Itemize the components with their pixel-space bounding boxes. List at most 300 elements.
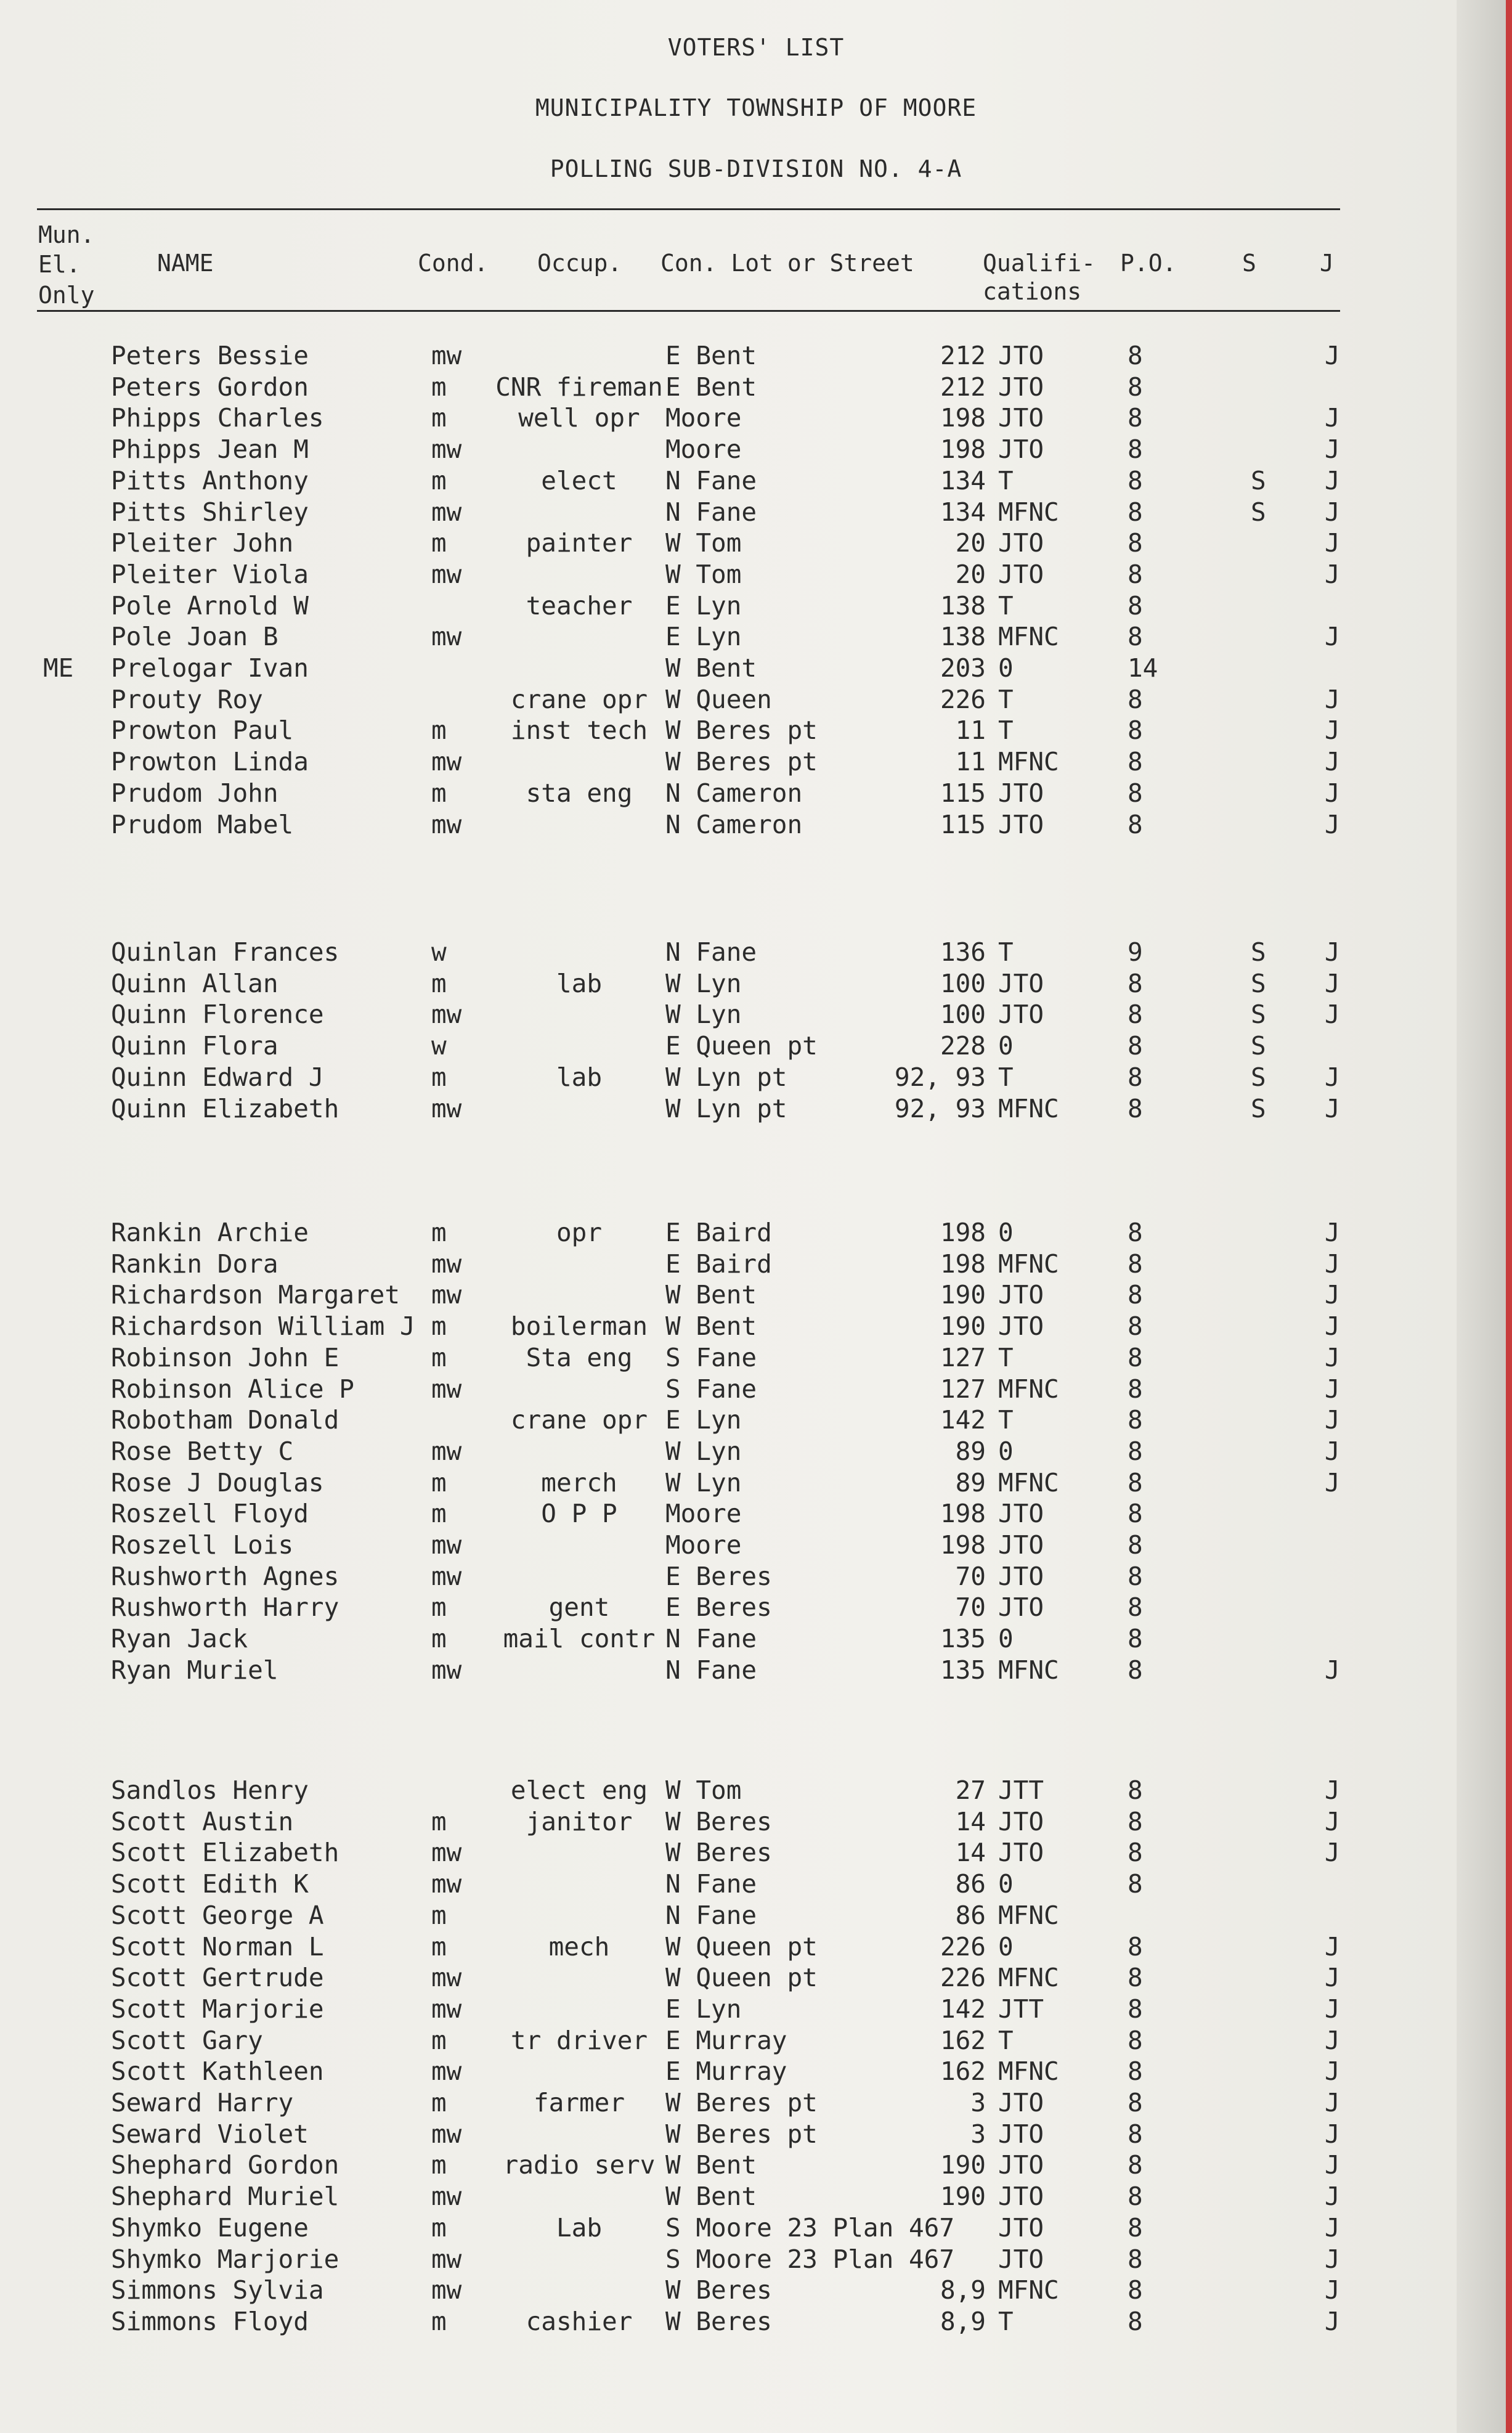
cell-lot: 162: [940, 2056, 986, 2087]
cell-con: E Lyn: [665, 1405, 742, 1435]
cell-cond: m: [431, 372, 447, 402]
cell-con: E Murray: [665, 2056, 787, 2087]
cell-cond: m: [431, 715, 447, 746]
cell-j: J: [1325, 497, 1340, 527]
cell-lot: 198: [940, 1499, 986, 1529]
cell-qual: JTO: [998, 528, 1044, 558]
table-row: [0, 809, 1417, 840]
cell-con: N Cameron: [665, 809, 803, 839]
cell-j: J: [1325, 1218, 1340, 1247]
cell-qual: MFNC: [998, 1249, 1059, 1279]
cell-j: J: [1325, 1311, 1340, 1342]
col-occup: Occup.: [537, 250, 622, 277]
cell-con: W Beres pt: [665, 2088, 818, 2117]
cell-po: 8: [1128, 809, 1143, 839]
cell-lot: 89: [955, 1436, 986, 1466]
cell-j: J: [1325, 1994, 1340, 2024]
col-con: Con. Lot or Street: [660, 250, 914, 277]
cell-qual: JTO: [998, 2182, 1044, 2212]
cell-j: J: [1325, 1405, 1340, 1435]
table-row: [0, 684, 1417, 715]
cell-lot: 92, 93: [894, 1062, 986, 1092]
cell-con: W Queen pt: [665, 1963, 818, 1993]
cell-qual: JTO: [998, 2088, 1044, 2117]
cell-lot: 142: [940, 1994, 986, 2024]
cell-qual: JTO: [998, 341, 1044, 370]
cell-lot: 89: [955, 1467, 986, 1498]
cell-j: J: [1325, 622, 1340, 652]
cell-po: 8: [1128, 1405, 1143, 1435]
cell-j: J: [1325, 2025, 1340, 2055]
cell-lot: 226: [940, 1963, 986, 1993]
cell-s: S: [1251, 1031, 1266, 1061]
cell-lot: 27: [955, 1775, 986, 1805]
cell-occ: CNR fireman: [495, 372, 663, 402]
cell-j: J: [1325, 341, 1340, 370]
cell-con: N Fane: [665, 1624, 757, 1654]
cell-j: J: [1325, 1062, 1340, 1092]
cell-name: Rose Betty C: [111, 1436, 294, 1466]
cell-j: J: [1325, 1249, 1340, 1279]
cell-qual: JTT: [998, 1775, 1044, 1805]
cell-lot: 14: [955, 1838, 986, 1868]
cell-po: 8: [1128, 1436, 1143, 1466]
cell-lot: 190: [940, 1280, 986, 1310]
table-row: [0, 778, 1417, 809]
cell-s: S: [1251, 497, 1266, 527]
cell-po: 8: [1128, 1374, 1143, 1404]
cell-occ: opr: [556, 1218, 603, 1247]
cell-con: E Murray: [665, 2025, 787, 2055]
table-row: [0, 2244, 1417, 2275]
cell-name: Pole Arnold W: [111, 590, 309, 621]
cell-occ: Lab: [556, 2212, 603, 2243]
table-row: [0, 2275, 1417, 2305]
cell-j: J: [1325, 1806, 1340, 1836]
cell-cond: w: [431, 937, 447, 967]
cell-lot: 115: [940, 809, 986, 839]
cell-name: Prowton Paul: [111, 715, 294, 746]
table-row: [0, 1806, 1417, 1837]
cell-j: J: [1325, 1374, 1340, 1404]
cell-po: 8: [1128, 2212, 1143, 2243]
division-line: POLLING SUB-DIVISION NO. 4-A: [550, 155, 962, 182]
cell-occ: elect: [541, 465, 617, 495]
cell-qual: JTO: [998, 403, 1044, 433]
cell-po: 8: [1128, 1624, 1143, 1654]
cell-con: W Lyn: [665, 968, 742, 998]
cell-occ: inst tech: [510, 715, 648, 746]
cell-qual: JTO: [998, 1000, 1044, 1030]
cell-qual: JTT: [998, 1994, 1044, 2024]
cell-j: J: [1325, 2244, 1340, 2274]
cell-po: 8: [1128, 715, 1143, 746]
cell-lot: 136: [940, 937, 986, 967]
cell-j: J: [1325, 2306, 1340, 2336]
cell-s: S: [1251, 1093, 1266, 1123]
cell-name: Shephard Muriel: [111, 2182, 339, 2212]
cell-name: Pleiter Viola: [111, 559, 309, 589]
cell-occ: sta eng: [526, 778, 633, 808]
cell-cond: mw: [431, 2119, 462, 2149]
cell-name: Peters Bessie: [111, 341, 309, 370]
cell-po: 8: [1128, 2088, 1143, 2117]
cell-con: W Beres: [665, 2275, 772, 2305]
cell-name: Simmons Sylvia: [111, 2275, 324, 2305]
cell-cond: mw: [431, 1280, 462, 1310]
cell-qual: T: [998, 1405, 1014, 1435]
cell-j: J: [1325, 2275, 1340, 2305]
cell-cond: w: [431, 1031, 447, 1061]
cell-cond: mw: [431, 559, 462, 589]
cell-cond: m: [431, 2150, 447, 2180]
cell-qual: 0: [998, 1031, 1014, 1061]
cell-name: Scott Gary: [111, 2025, 263, 2055]
cell-j: J: [1325, 968, 1340, 998]
cell-po: 8: [1128, 1311, 1143, 1342]
cell-po: 8: [1128, 622, 1143, 652]
cell-occ: farmer: [533, 2088, 625, 2117]
table-row: [0, 1217, 1417, 1248]
cell-j: J: [1325, 1000, 1340, 1030]
cell-qual: MFNC: [998, 1374, 1059, 1404]
cell-name: Seward Harry: [111, 2088, 294, 2117]
cell-cond: mw: [431, 497, 462, 527]
cell-qual: JTO: [998, 434, 1044, 465]
table-row: [0, 1623, 1417, 1654]
cell-lot: 100: [940, 968, 986, 998]
cell-j: J: [1325, 1838, 1340, 1868]
cell-j: J: [1325, 1280, 1340, 1310]
cell-cond: mw: [431, 2056, 462, 2087]
cell-occ: crane opr: [510, 684, 648, 714]
cell-po: 8: [1128, 1806, 1143, 1836]
cell-lot: 138: [940, 622, 986, 652]
cell-lot: 138: [940, 590, 986, 621]
cell-name: Rankin Archie: [111, 1218, 309, 1247]
cell-po: 8: [1128, 1931, 1143, 1962]
cell-po: 8: [1128, 2119, 1143, 2149]
cell-cond: mw: [431, 1249, 462, 1279]
cell-j: J: [1325, 1342, 1340, 1372]
table-row: [0, 2119, 1417, 2150]
cell-name: Ryan Muriel: [111, 1655, 278, 1685]
table-row: [0, 497, 1417, 528]
cell-con: N Cameron: [665, 778, 803, 808]
cell-con: E Lyn: [665, 590, 742, 621]
cell-con: W Bent: [665, 1311, 757, 1342]
cell-con: N Fane: [665, 465, 757, 495]
table-row: [0, 1994, 1417, 2024]
cell-con: W Bent: [665, 2182, 757, 2212]
cell-po: 8: [1128, 590, 1143, 621]
cell-qual: MFNC: [998, 1467, 1059, 1498]
cell-cond: mw: [431, 809, 462, 839]
cell-con: W Bent: [665, 2150, 757, 2180]
cell-po: 8: [1128, 1655, 1143, 1685]
table-row: [0, 1249, 1417, 1279]
cell-name: Ryan Jack: [111, 1624, 248, 1654]
cell-cond: mw: [431, 1093, 462, 1123]
cell-qual: JTO: [998, 1592, 1044, 1623]
cell-con: W Queen pt: [665, 1931, 818, 1962]
table-row: [0, 1279, 1417, 1310]
cell-po: 8: [1128, 778, 1143, 808]
cell-con: W Beres pt: [665, 2119, 818, 2149]
cell-qual: JTO: [998, 2212, 1044, 2243]
cell-name: Prowton Linda: [111, 747, 309, 777]
cell-qual: JTO: [998, 372, 1044, 402]
cell-con: W Tom: [665, 1775, 742, 1805]
cell-qual: MFNC: [998, 2056, 1059, 2087]
cell-lot: 212: [940, 372, 986, 402]
cell-qual: JTO: [998, 968, 1044, 998]
cell-name: Scott Austin: [111, 1806, 294, 1836]
cell-cond: m: [431, 968, 447, 998]
cell-con: W Lyn: [665, 1436, 742, 1466]
cell-name: Robinson Alice P: [111, 1374, 354, 1404]
cell-cond: mw: [431, 341, 462, 370]
table-row: [0, 2306, 1417, 2337]
cell-con: E Beres: [665, 1561, 772, 1591]
cell-con: Moore: [665, 403, 742, 433]
cell-name: Pole Joan B: [111, 622, 278, 652]
cell-name: Richardson Margaret: [111, 1280, 400, 1310]
cell-j: J: [1325, 1963, 1340, 1993]
cell-con: W Beres: [665, 2306, 772, 2336]
cell-cond: mw: [431, 1655, 462, 1685]
cell-j: J: [1325, 403, 1340, 433]
cell-name: Pitts Shirley: [111, 497, 309, 527]
col-mun-2: El.: [38, 251, 81, 278]
cell-j: J: [1325, 2119, 1340, 2149]
table-row: [0, 1436, 1417, 1467]
cell-name: Scott George A: [111, 1900, 324, 1930]
cell-cond: m: [431, 528, 447, 558]
cell-j: J: [1325, 434, 1340, 465]
cell-j: J: [1325, 2088, 1340, 2117]
cell-qual: JTO: [998, 1530, 1044, 1560]
table-row: [0, 340, 1417, 371]
cell-con: W Bent: [665, 653, 757, 683]
cell-j: J: [1325, 1436, 1340, 1466]
table-row: [0, 1837, 1417, 1868]
cell-cond: mw: [431, 747, 462, 777]
cell-cond: m: [431, 1806, 447, 1836]
table-row: [0, 2212, 1417, 2243]
cell-lot: 92, 93: [894, 1093, 986, 1123]
table-row: [0, 746, 1417, 777]
table-row: [0, 1030, 1417, 1061]
cell-cond: m: [431, 778, 447, 808]
cell-po: 8: [1128, 2275, 1143, 2305]
cell-qual: MFNC: [998, 1963, 1059, 1993]
table-row: [0, 2087, 1417, 2118]
cell-po: 8: [1128, 1467, 1143, 1498]
cell-po: 14: [1128, 653, 1158, 683]
cell-lot: 198: [940, 1218, 986, 1247]
cell-cond: mw: [431, 1561, 462, 1591]
cell-con: W Beres pt: [665, 715, 818, 746]
cell-po: 8: [1128, 1280, 1143, 1310]
cell-qual: T: [998, 1342, 1014, 1372]
cell-cond: m: [431, 1499, 447, 1529]
cell-name: Scott Kathleen: [111, 2056, 324, 2087]
cell-name: Roszell Floyd: [111, 1499, 309, 1529]
cell-lot: 190: [940, 2150, 986, 2180]
table-row: [0, 1467, 1417, 1498]
cell-occ: gent: [548, 1592, 610, 1623]
cell-name: Robinson John E: [111, 1342, 339, 1372]
cell-lot: 198: [940, 1249, 986, 1279]
cell-occ: painter: [526, 528, 633, 558]
cell-occ: tr driver: [510, 2025, 648, 2055]
cell-lot: 3: [970, 2119, 986, 2149]
cell-con: E Lyn: [665, 1994, 742, 2024]
table-row: [0, 1342, 1417, 1373]
cell-con: E Queen pt: [665, 1031, 818, 1061]
cell-po: 8: [1128, 2025, 1143, 2055]
cell-con: E Beres: [665, 1592, 772, 1623]
cell-lot: 8,9: [940, 2275, 986, 2305]
table-row: [0, 621, 1417, 652]
cell-lot: 14: [955, 1806, 986, 1836]
cell-qual: T: [998, 590, 1014, 621]
table-row: [0, 1869, 1417, 1899]
cell-qual: 0: [998, 1624, 1014, 1654]
table-row: [0, 1592, 1417, 1623]
col-j: J: [1320, 250, 1334, 277]
red-edge: [1506, 0, 1512, 2433]
cell-cond: m: [431, 2212, 447, 2243]
table-row: [0, 1062, 1417, 1093]
cell-lot: 8,9: [940, 2306, 986, 2336]
table-row: [0, 559, 1417, 590]
table-row: [0, 2025, 1417, 2056]
cell-cond: m: [431, 1900, 447, 1930]
cell-s: S: [1251, 1062, 1266, 1092]
cell-con: W Beres pt: [665, 747, 818, 777]
cell-name: Simmons Floyd: [111, 2306, 309, 2336]
cell-po: 8: [1128, 1093, 1143, 1123]
cell-qual: JTO: [998, 809, 1044, 839]
cell-lot: 20: [955, 528, 986, 558]
cell-qual: MFNC: [998, 497, 1059, 527]
cell-name: Phipps Charles: [111, 403, 324, 433]
cell-con: S Moore 23 Plan 467: [665, 2212, 954, 2243]
col-qual-2: cations: [983, 278, 1082, 305]
cell-con: E Baird: [665, 1218, 772, 1247]
cell-lot: 134: [940, 465, 986, 495]
cell-occ: crane opr: [510, 1405, 648, 1435]
cell-j: J: [1325, 559, 1340, 589]
cell-cond: mw: [431, 2244, 462, 2274]
cell-occ: lab: [556, 968, 603, 998]
cell-qual: JTO: [998, 2244, 1044, 2274]
cell-cond: mw: [431, 1374, 462, 1404]
cell-lot: 162: [940, 2025, 986, 2055]
cell-lot: 203: [940, 653, 986, 683]
cell-qual: JTO: [998, 2150, 1044, 2180]
cell-name: Quinn Elizabeth: [111, 1093, 339, 1123]
cell-j: J: [1325, 747, 1340, 777]
cell-name: Seward Violet: [111, 2119, 309, 2149]
cell-j: J: [1325, 1093, 1340, 1123]
table-row: [0, 590, 1417, 621]
cell-lot: 20: [955, 559, 986, 589]
cell-qual: MFNC: [998, 1093, 1059, 1123]
cell-s: S: [1251, 465, 1266, 495]
cell-cond: m: [431, 1218, 447, 1247]
cell-qual: 0: [998, 1931, 1014, 1962]
table-row: [0, 402, 1417, 433]
cell-con: N Fane: [665, 1900, 757, 1930]
cell-lot: 198: [940, 434, 986, 465]
cell-j: J: [1325, 809, 1340, 839]
cell-occ: radio serv: [503, 2150, 656, 2180]
cell-po: 8: [1128, 1869, 1143, 1899]
cell-qual: MFNC: [998, 2275, 1059, 2305]
cell-name: Richardson William J: [111, 1311, 415, 1342]
cell-lot: 70: [955, 1561, 986, 1591]
cell-j: J: [1325, 715, 1340, 746]
cell-occ: boilerman: [510, 1311, 648, 1342]
cell-s: S: [1251, 937, 1266, 967]
cell-po: 8: [1128, 2150, 1143, 2180]
cell-cond: mw: [431, 1994, 462, 2024]
table-row: [0, 2056, 1417, 2087]
cell-con: S Fane: [665, 1342, 757, 1372]
cell-name: Quinn Allan: [111, 968, 278, 998]
col-mun-3: Only: [38, 282, 95, 309]
cell-j: J: [1325, 528, 1340, 558]
cell-lot: 190: [940, 1311, 986, 1342]
cell-lot: 198: [940, 1530, 986, 1560]
cell-po: 8: [1128, 1838, 1143, 1868]
cell-con: E Bent: [665, 341, 757, 370]
cell-name: Scott Gertrude: [111, 1963, 324, 1993]
cell-cond: m: [431, 1592, 447, 1623]
cell-cond: mw: [431, 622, 462, 652]
cell-po: 8: [1128, 559, 1143, 589]
cell-name: Quinlan Frances: [111, 937, 339, 967]
cell-lot: 212: [940, 341, 986, 370]
cell-qual: 0: [998, 1869, 1014, 1899]
col-po: P.O.: [1120, 250, 1177, 277]
table-row: [0, 1404, 1417, 1435]
cell-occ: elect eng: [510, 1775, 648, 1805]
cell-cond: m: [431, 2025, 447, 2055]
table-row: [0, 1498, 1417, 1529]
cell-cond: m: [431, 1467, 447, 1498]
cell-con: W Bent: [665, 1280, 757, 1310]
cell-occ: merch: [541, 1467, 617, 1498]
cell-occ: well opr: [518, 403, 640, 433]
cell-lot: 190: [940, 2182, 986, 2212]
cell-qual: JTO: [998, 1280, 1044, 1310]
cell-cond: mw: [431, 2275, 462, 2305]
cell-j: J: [1325, 937, 1340, 967]
cell-qual: MFNC: [998, 1900, 1059, 1930]
cell-con: E Bent: [665, 372, 757, 402]
cell-qual: JTO: [998, 1561, 1044, 1591]
cell-j: J: [1325, 465, 1340, 495]
cell-j: J: [1325, 1655, 1340, 1685]
cell-con: W Tom: [665, 559, 742, 589]
cell-cond: mw: [431, 1436, 462, 1466]
cell-po: 8: [1128, 465, 1143, 495]
col-s: S: [1242, 250, 1256, 277]
